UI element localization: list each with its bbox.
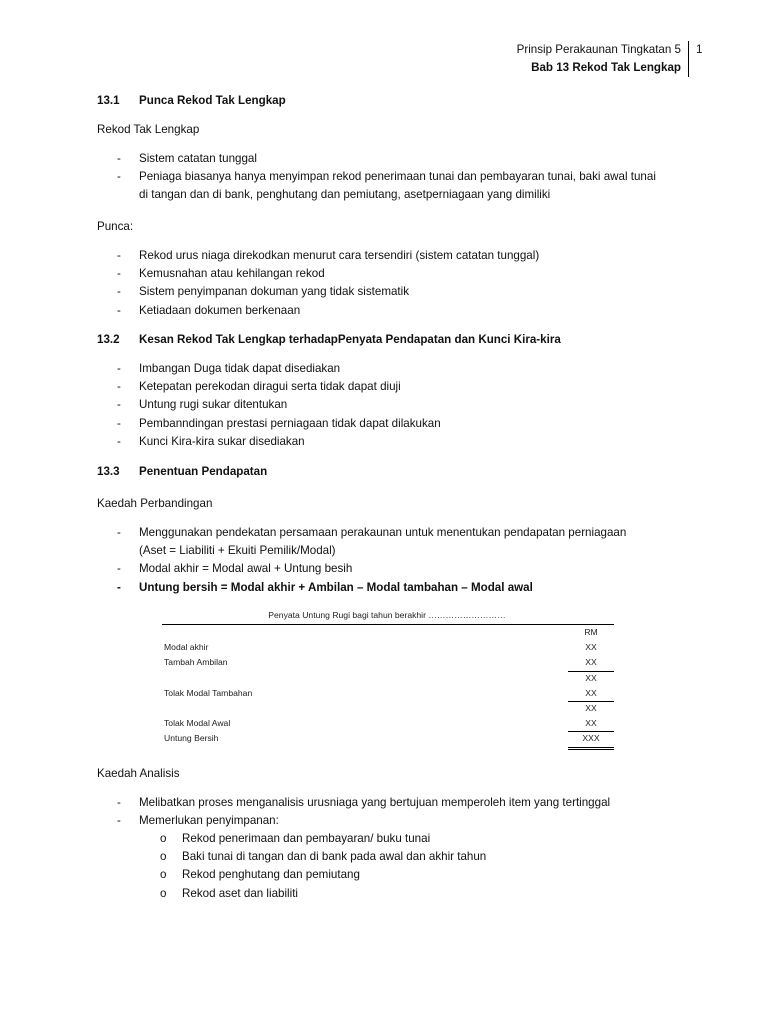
list-item: - Untung rugi sukar ditentukan xyxy=(117,398,288,412)
subheading-kaedah-analisis: Kaedah Analisis xyxy=(97,767,180,780)
sublist-item: o Rekod penghutang dan pemiutang xyxy=(160,868,360,882)
statement-row: Tolak Modal Tambahan XX xyxy=(162,686,614,701)
statement-row: Tambah Ambilan XX xyxy=(162,655,614,670)
profit-statement xyxy=(162,609,614,747)
section-number: 13.3 xyxy=(97,465,120,478)
list-item: - Sistem penyimpanan dokuman yang tidak sistematik xyxy=(117,285,410,299)
list-kesan xyxy=(97,360,687,451)
page-number: 1 xyxy=(696,43,703,56)
subheading-rekod-tak-lengkap: Rekod Tak Lengkap xyxy=(97,123,200,136)
list-item: - Kunci Kira-kira sukar disediakan xyxy=(117,434,305,448)
statement-row-total: Untung Bersih XXX xyxy=(162,731,614,746)
list-item: - Melibatkan proses menganalisis urusniaga yang bertujuan memperoleh item yang tertinggal xyxy=(117,796,611,809)
punca-label: Punca: xyxy=(97,220,134,233)
currency-header: RM xyxy=(584,627,598,637)
list-item: - Rekod urus niaga direkodkan menurut cara tersendiri (sistem catatan tunggal) xyxy=(117,249,540,262)
list-kaedah-perbandingan xyxy=(97,524,687,597)
section-number: 13.2 xyxy=(97,333,120,346)
list-item: - Pembanndingan prestasi perniagaan tidak dapat dilakukan xyxy=(117,416,441,430)
page-header xyxy=(517,41,689,77)
list-item-formula: - Untung bersih = Modal akhir + Ambilan – Modal tambahan – Modal awal xyxy=(117,580,533,594)
list-item: - Kemusnahan atau kehilangan rekod xyxy=(117,267,325,281)
section-title: Penentuan Pendapatan xyxy=(139,465,268,478)
sublist-item: o Baki tunai di tangan dan di bank pada awal dan akhir tahun xyxy=(160,850,487,864)
subheading-kaedah-perbandingan: Kaedah Perbandingan xyxy=(97,497,213,510)
list-kaedah-analisis xyxy=(97,794,687,830)
section-heading-13-2 xyxy=(97,331,561,349)
section-number: 13.1 xyxy=(97,94,120,107)
section-title: Punca Rekod Tak Lengkap xyxy=(139,94,286,107)
statement-row: XX xyxy=(585,672,597,683)
list-item: - Peniaga biasanya hanya menyimpan rekod penerimaan tunai dan pembayaran tunai, baki awal tunai xyxy=(117,170,656,184)
statement-row: Tolak Modal Awal XX xyxy=(162,716,614,731)
list-item: - Ketepatan perekodan diragui serta tidak dapat diuji xyxy=(117,380,401,394)
document-title: Prinsip Perakaunan Tingkatan 5 xyxy=(516,43,681,56)
sublist-penyimpanan xyxy=(160,830,486,903)
list-item: - Ketiadaan dokumen berkenaan xyxy=(117,303,301,317)
sublist-item: o Rekod penerimaan dan pembayaran/ buku tunai xyxy=(160,832,431,845)
list-item-continuation: di tangan dan di bank, penghutang dan pemiutang, asetperniagaan yang dimiliki xyxy=(139,188,551,202)
statement-row: Modal akhir XX xyxy=(164,642,597,653)
list-item: - Modal akhir = Modal awal + Untung besih xyxy=(117,562,353,576)
statement-row xyxy=(162,625,614,640)
section-title: Kesan Rekod Tak Lengkap terhadapPenyata Pendapatan dan Kunci Kira-kira xyxy=(139,333,561,346)
list-item-continuation: (Aset = Liabiliti + Ekuiti Pemilik/Modal) xyxy=(139,544,336,558)
list-item: - Sistem catatan tunggal xyxy=(117,152,257,165)
list-item: - Imbangan Duga tidak dapat disediakan xyxy=(117,362,341,375)
list-punca xyxy=(97,247,687,320)
list-item: - Memerlukan penyimpanan: xyxy=(117,814,279,828)
list-rekod-tak-lengkap xyxy=(97,150,687,205)
chapter-title: Bab 13 Rekod Tak Lengkap xyxy=(531,61,681,74)
section-heading-13-1 xyxy=(97,92,286,110)
statement-title: Penyata Untung Rugi bagi tahun berakhir ……………………… xyxy=(268,610,506,620)
list-item: - Menggunakan pendekatan persamaan perakaunan untuk menentukan pendapatan perniagaan xyxy=(117,526,627,539)
sublist-item: o Rekod aset dan liabiliti xyxy=(160,886,299,900)
section-heading-13-3 xyxy=(97,463,267,481)
statement-row: XX xyxy=(585,702,597,713)
